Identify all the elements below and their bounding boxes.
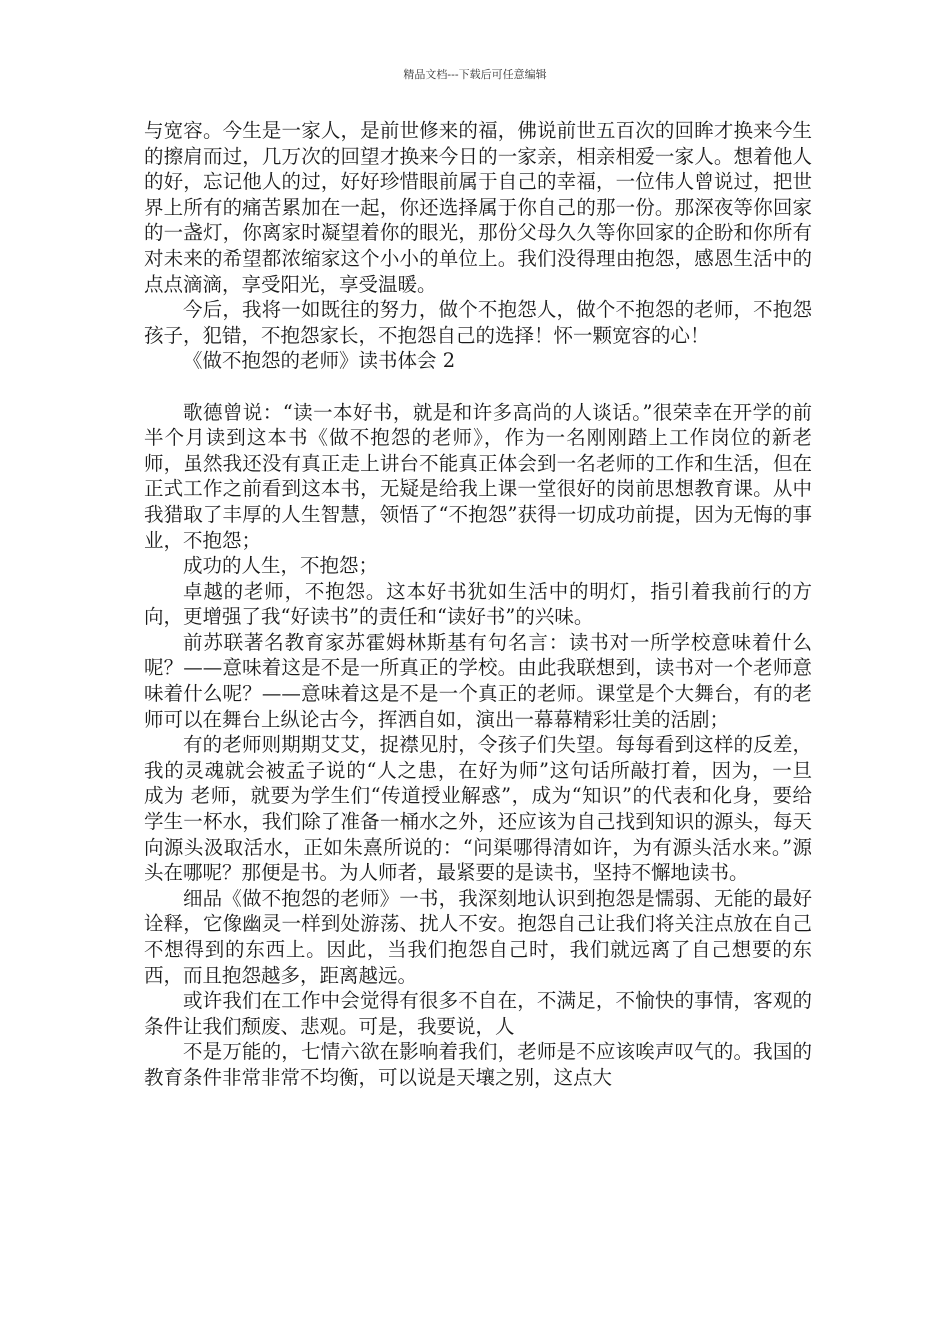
paragraph: 前苏联著名教育家苏霍姆林斯基有句名言：读书对一所学校意味着什么呢？——意味着这是不是一所真正的学校。由此我联想到，读书对一个老师意味着什么呢？——意味着这是不是一个真正的老师。课堂是个大舞台，有的老师可以在舞台上纵论古今，挥洒自如，演出一幕幕精彩壮美的活剧； xyxy=(144,630,812,731)
paragraph: 不是万能的，七情六欲在影响着我们，老师是不应该唉声叹气的。我国的教育条件非常非常不均衡，可以说是天壤之别，这点大 xyxy=(144,1040,812,1089)
section-title: 《做不抱怨的老师》读书体会 2 xyxy=(183,349,456,373)
paragraph: 成功的人生，不抱怨； xyxy=(183,554,379,578)
paragraph: 歌德曾说：“读一本好书，就是和许多高尚的人谈话。”很荣幸在开学的前半个月读到这本书《做不抱怨的老师》，作为一名刚刚踏上工作岗位的新老师，虽然我还没有真正走上讲台不能真正体会到一名老师的工作和生活，但在正式工作之前看到这本书，无疑是给我上课一堂很好的岗前思想教育课。从中我猎取了丰厚的人生智慧，领悟了“不抱怨”获得一切成功前提，因为无悔的事业，不抱怨； xyxy=(144,400,812,552)
paragraph: 与宽容。今生是一家人，是前世修来的福，佛说前世五百次的回眸才换来今生的擦肩而过，几万次的回望才换来今日的一家亲，相亲相爱一家人。想着他人的好，忘记他人的过，好好珍惜眼前属于自己的幸福，一位伟人曾说过，把世界上所有的痛苦累加在一起，你还选择属于你自己的那一份。那深夜等你回家的一盏灯，你离家时凝望着你的眼光，那份父母久久等你回家的企盼和你所有对未来的希望都浓缩家这个小小的单位上。我们没得理由抱怨，感恩生活中的点点滴滴，享受阳光，享受温暖。 xyxy=(144,119,812,296)
document-body xyxy=(144,118,812,1091)
paragraph: 卓越的老师，不抱怨。这本好书犹如生活中的明灯，指引着我前行的方向，更增强了我“好读书”的责任和“读好书”的兴味。 xyxy=(144,579,812,629)
paragraph: 今后，我将一如既往的努力，做个不抱怨人，做个不抱怨的老师，不抱怨孩子，犯错，不抱怨家长，不抱怨自己的选择！怀一颗宽容的心！ xyxy=(144,298,812,347)
paragraph: 有的老师则期期艾艾，捉襟见肘，令孩子们失望。每每看到这样的反差，我的灵魂就会被孟子说的“人之患，在好为师”这句话所敲打着，因为，一旦 成为 老师，就要为学生们“传道授业解惑”，成为“知识”的代表和化身，要给学生一杯水，我们除了准备一桶水之外，还应该为自己找到知识的源头，每天向源头汲取活水，正如朱熹所说的：“问渠哪得清如许，为有源头活水来。”源头在哪呢？那便是书。为人师者，最紧要的是读书，坚持不懈地读书。 xyxy=(144,733,812,885)
paragraph: 细品《做不抱怨的老师》一书，我深刻地认识到抱怨是懦弱、无能的最好诠释，它像幽灵一样到处游荡、扰人不安。抱怨自己让我们将关注点放在自己不想得到的东西上。因此，当我们抱怨自己时，我们就远离了自己想要的东西，而且抱怨越多，距离越远。 xyxy=(144,886,812,987)
page-header: 精品文档---下载后可任意编辑 xyxy=(403,68,547,81)
paragraph: 或许我们在工作中会觉得有很多不自在，不满足，不愉快的事情，客观的条件让我们颓废、悲观。可是，我要说，人 xyxy=(144,989,812,1038)
